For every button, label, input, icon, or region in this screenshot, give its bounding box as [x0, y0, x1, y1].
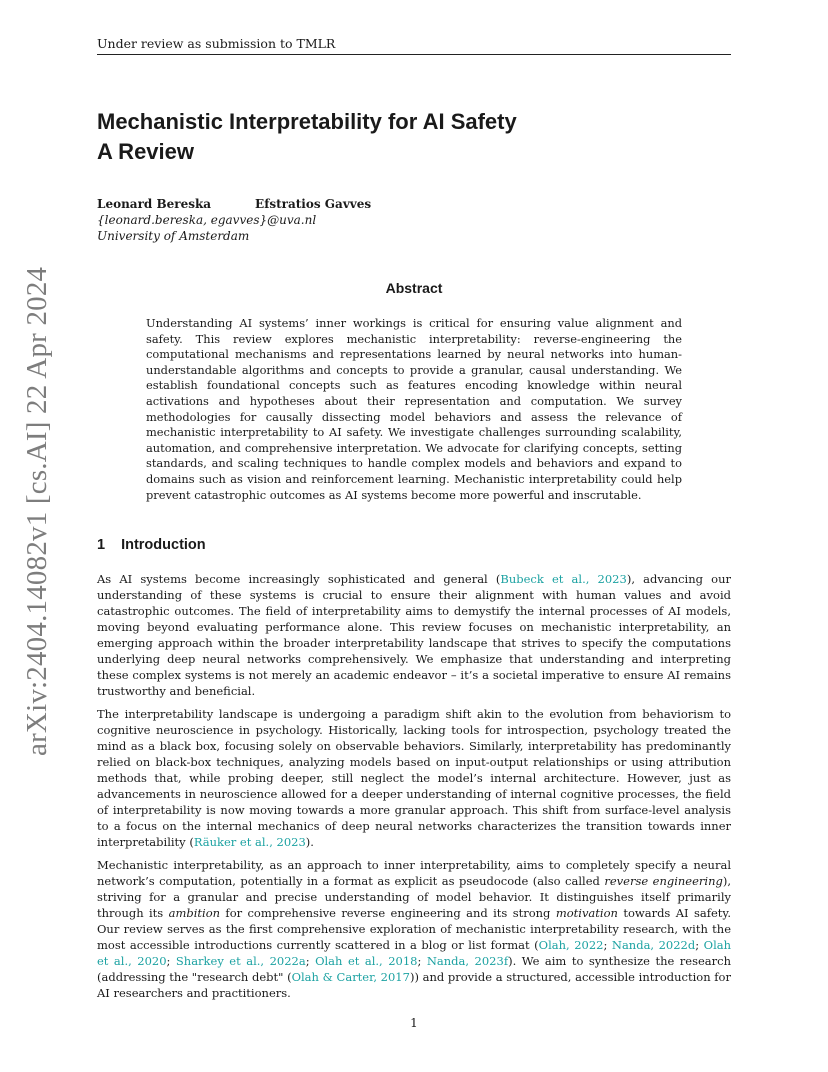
citation-link[interactable]: Räuker et al., 2023	[193, 835, 306, 849]
section-number: 1	[97, 537, 106, 553]
paragraph	[97, 857, 731, 1001]
body-text	[97, 571, 731, 1008]
citation-link[interactable]: Nanda, 2023f	[426, 954, 509, 968]
author-block	[97, 196, 371, 244]
separator: ;	[305, 954, 316, 968]
running-header: Under review as submission to TMLR	[97, 36, 731, 55]
abstract-heading: Abstract	[385, 280, 443, 296]
text-run: )) and provide a structured, accessible introduction for AI researchers and practitioners.	[97, 970, 731, 1000]
text-run: ), striving for a granular and precise understanding of model behavior. It distinguishes itself primarily through its	[97, 874, 732, 920]
citation-link[interactable]: Olah, 2022	[538, 938, 604, 952]
citation-link[interactable]: Nanda, 2022d	[611, 938, 696, 952]
author-name: Efstratios Gavves	[255, 197, 372, 211]
author-names	[97, 196, 371, 212]
page-number: 1	[410, 1016, 418, 1030]
title-line-1: Mechanistic Interpretability for AI Safety	[97, 109, 517, 134]
separator: ;	[166, 954, 176, 968]
text-run: ), advancing our understanding of these systems is crucial to ensure their alignment with human values and avoid catastrophic outcomes. The field of interpretability aims to demystify the internal processes of AI models, moving beyond evaluating performance alone. This review focuses on mechanistic interpretability, an emerging approach within the broader interpretability landscape that strives to specify the computations underlying deep neural networks comprehensively. We emphasize that understanding and interpreting these complex systems is not merely an academic endeavor – it’s a societal imperative to ensure AI remains trustworthy and beneficial.	[97, 572, 731, 698]
citation-link[interactable]: Olah et al., 2020	[97, 938, 732, 968]
citation-link[interactable]: Olah et al., 2018	[315, 954, 418, 968]
author-name: Leonard Bereska	[97, 197, 212, 211]
separator: ;	[417, 954, 427, 968]
paragraph	[97, 571, 731, 699]
title-line-2: A Review	[97, 139, 195, 164]
text-run: Mechanistic interpretability, as an approach to inner interpretability, aims to completely specify a neural network’s computation, potentially in a format as explicit as pseudocode (also called	[97, 858, 731, 888]
citation-link[interactable]: Olah & Carter, 2017	[291, 970, 410, 984]
abstract-text: Understanding AI systems’ inner workings is critical for ensuring value alignment and safety. This review explores mechanistic interpretability: reverse-engineering the computational mechanisms and representations learned by neural networks into human-understandable algorithms and concepts to provide a granular, causal understanding. We establish foundational concepts such as features encoding knowledge within neural activations and hypotheses about their representation and computation. We survey methodologies for causally dissecting model behaviors and assess the relevance of mechanistic interpretability to AI safety. We investigate challenges surrounding scalability, automation, and comprehensive interpretation. We advocate for clarifying concepts, setting standards, and scaling techniques to handle complex models and behaviors and expand to domains such as vision and reinforcement learning. Mechanistic interpretability could help prevent catastrophic outcomes as AI systems become more powerful and inscrutable.	[146, 316, 682, 502]
citation-link[interactable]: Sharkey et al., 2022a	[175, 954, 306, 968]
paragraph	[97, 706, 731, 850]
author-email: {leonard.bereska, egavves}@uva.nl	[97, 213, 317, 227]
section-title: Introduction	[121, 537, 206, 553]
text-run: for comprehensive reverse engineering and its strong	[220, 906, 556, 920]
text-run: towards AI safety. Our review serves as the first comprehensive exploration of mechanistic interpretability research, with the most accessible introductions currently scattered in a blog or list format (	[97, 906, 732, 952]
text-run: As AI systems become increasingly sophisticated and general (	[97, 572, 501, 586]
section-heading	[97, 537, 206, 553]
separator: ;	[603, 938, 612, 952]
citation-link[interactable]: Bubeck et al., 2023	[500, 572, 627, 586]
arxiv-stamp[interactable]: arXiv:2404.14082v1 [cs.AI] 22 Apr 2024	[21, 266, 53, 756]
emphasis: ambition	[168, 906, 221, 920]
separator: ;	[695, 938, 704, 952]
emphasis: reverse engineering	[604, 874, 723, 888]
text-run: ).	[305, 835, 314, 849]
paper-title	[97, 107, 737, 167]
emphasis: motivation	[555, 906, 618, 920]
text-run: The interpretability landscape is undergoing a paradigm shift akin to the evolution from behaviorism to cognitive neuroscience in psychology. Historically, lacking tools for introspection, psychology treated the mind as a black box, focusing solely on observable behaviors. Similarly, interpretability has predominantly relied on black-box techniques, analyzing models based on input-output relationships or using attribution methods that, while probing deeper, still neglect the model’s internal architecture. However, just as advancements in neuroscience allowed for a deeper understanding of internal cognitive processes, the field of interpretability is now moving towards a more granular approach. This shift from surface-level analysis to a focus on the internal mechanics of deep neural networks characterizes the transition towards inner interpretability (	[97, 707, 731, 849]
author-affiliation: University of Amsterdam	[97, 229, 250, 243]
text-run: ). We aim to synthesize the research (addressing the "research debt" (	[97, 954, 731, 984]
